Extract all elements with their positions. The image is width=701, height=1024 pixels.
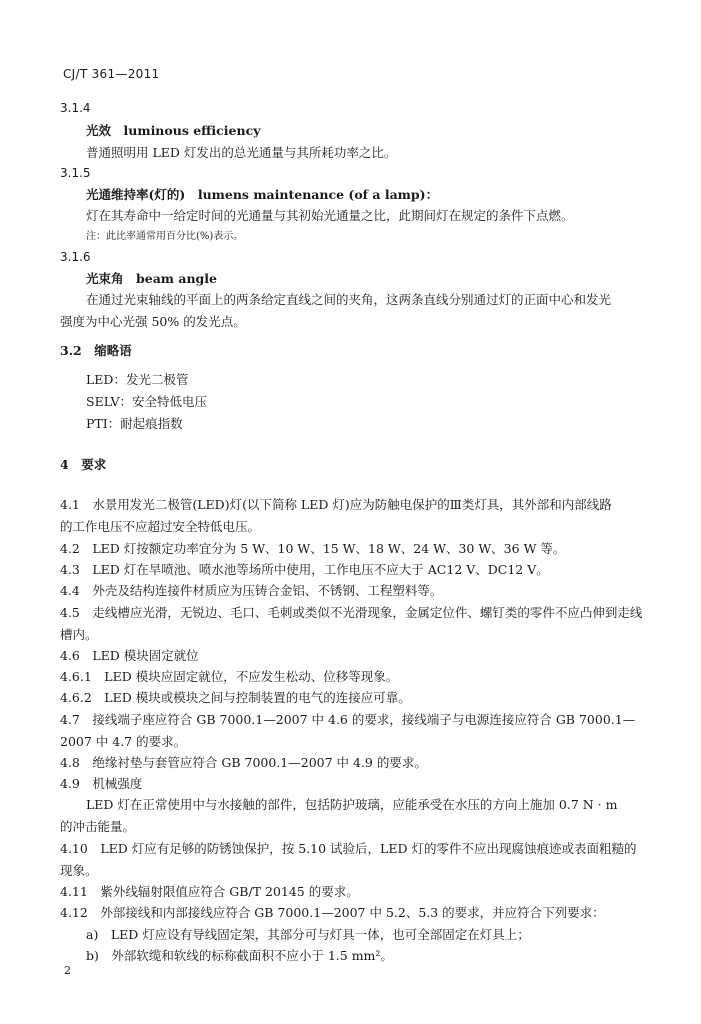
- section-heading: 4 要求: [60, 457, 107, 472]
- requirement-text: 4.12 外部接线和内部接线应符合 GB 7000.1—2007 中 5.2、5.3 的要求，并应符合下列要求：: [60, 905, 605, 920]
- term-title: 光束角 beam angle: [86, 271, 217, 286]
- requirement-text: 现象。: [60, 863, 98, 878]
- requirement-text: 4.8 绝缘衬垫与套管应符合 GB 7000.1—2007 中 4.9 的要求。: [60, 755, 427, 770]
- clause-number: 3.1.6: [60, 250, 91, 264]
- section-heading: 3.2 缩略语: [60, 343, 132, 358]
- requirement-text: 4.2 LED 灯按额定功率宜分为 5 W、10 W、15 W、18 W、24 W、30 W、36 W 等。: [60, 541, 566, 556]
- term-title: 光通维持率(灯的) lumens maintenance (of a lamp)：: [86, 187, 439, 202]
- term-definition: 灯在其寿命中一给定时间的光通量与其初始光通量之比，此期间灯在规定的条件下点燃。: [86, 208, 574, 223]
- requirement-text: 槽内。: [60, 627, 98, 642]
- abbreviation-item: LED：发光二极管: [86, 372, 189, 387]
- requirement-text: 4.3 LED 灯在旱喷池、喷水池等场所中使用，工作电压不应大于 AC12 V、DC12 V。: [60, 562, 549, 577]
- requirement-text: 2007 中 4.7 的要求。: [60, 734, 187, 749]
- term-definition: 强度为中心光强 50% 的发光点。: [60, 314, 246, 329]
- standard-code-header: CJ/T 361—2011: [63, 67, 160, 81]
- requirement-heading: 4.9 机械强度: [60, 776, 143, 791]
- page-number: 2: [64, 964, 71, 977]
- list-item: b) 外部软缆和软线的标称截面积不应小于 1.5 mm²。: [86, 948, 393, 963]
- requirement-text: 4.4 外壳及结构连接件材质应为压铸合金铝、不锈钢、工程塑料等。: [60, 583, 443, 598]
- requirement-text: 4.10 LED 灯应有足够的防锈蚀保护，按 5.10 试验后，LED 灯的零件不应出现腐蚀痕迹或表面粗糙的: [60, 841, 637, 856]
- list-item: a) LED 灯应设有导线固定架，其部分可与灯具一体，也可全部固定在灯具上；: [86, 927, 530, 942]
- term-definition: 普通照明用 LED 灯发出的总光通量与其所耗功率之比。: [86, 145, 397, 160]
- term-definition: 在通过光束轴线的平面上的两条给定直线之间的夹角，这两条直线分别通过灯的正面中心和发光: [86, 292, 612, 307]
- requirement-text: 的冲击能量。: [60, 819, 136, 834]
- requirement-text: 4.6.2 LED 模块或模块之间与控制装置的电气的连接应可靠。: [60, 690, 411, 705]
- requirement-text: 4.7 接线端子座应符合 GB 7000.1—2007 中 4.6 的要求，接线端子与电源连接应符合 GB 7000.1—: [60, 712, 636, 727]
- term-title: 光效 luminous efficiency: [86, 123, 261, 138]
- requirement-text: 4.1 水景用发光二极管(LED)灯(以下简称 LED 灯)应为防触电保护的Ⅲ类灯具，其外部和内部线路: [60, 497, 612, 512]
- clause-number: 3.1.5: [60, 166, 91, 180]
- requirement-text: LED 灯在正常使用中与水接触的部件，包括防护玻璃，应能承受在水压的方向上施加 0.7 N · m: [86, 797, 618, 812]
- requirement-text: 4.5 走线槽应光滑，无锐边、毛口、毛刺或类似不光滑现象，金属定位件、螺钉类的零件不应凸伸到走线: [60, 605, 643, 620]
- requirement-text: 4.6.1 LED 模块应固定就位，不应发生松动、位移等现象。: [60, 669, 399, 684]
- requirement-heading: 4.6 LED 模块固定就位: [60, 648, 199, 663]
- abbreviation-item: PTI：耐起痕指数: [86, 416, 183, 431]
- note-text: 注：此比率通常用百分比(%)表示。: [86, 231, 244, 242]
- abbreviation-item: SELV：安全特低电压: [86, 394, 208, 409]
- requirement-text: 4.11 紫外线辐射限值应符合 GB/T 20145 的要求。: [60, 884, 359, 899]
- clause-number: 3.1.4: [60, 101, 91, 115]
- requirement-text: 的工作电压不应超过安全特低电压。: [60, 519, 261, 534]
